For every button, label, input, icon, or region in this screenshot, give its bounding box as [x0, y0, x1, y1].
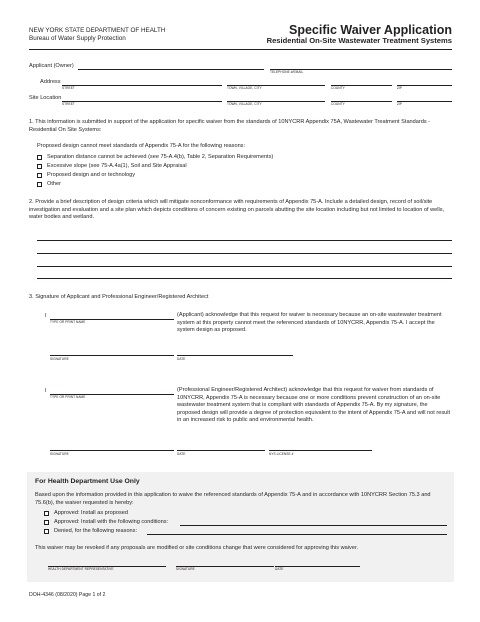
phone-email-label: TELEPHONE #/EMAIL	[270, 70, 304, 74]
checkbox-other[interactable]	[37, 182, 42, 187]
pe-name-label: TYPE OR PRINT NAME	[50, 395, 86, 399]
applicant-signature-field[interactable]	[50, 355, 174, 356]
site-street-label: STREET	[62, 102, 75, 106]
checkbox-approved[interactable]	[44, 511, 49, 516]
pe-license-label: NYS LICENSE #	[269, 452, 294, 456]
form-subtitle: Residential On-Site Wastewater Treatment Systems	[266, 36, 452, 45]
address-zip-field[interactable]	[397, 85, 452, 86]
applicant-i-mark: I	[45, 313, 47, 319]
bureau-name: Bureau of Water Supply Protection	[29, 35, 126, 42]
pe-signature-label: SIGNATURE	[50, 452, 69, 456]
site-zip-field[interactable]	[397, 101, 452, 102]
pe-date-field[interactable]	[177, 450, 265, 451]
description-line-3[interactable]	[37, 266, 452, 267]
pe-license-field[interactable]	[269, 450, 372, 451]
address-zip-label: ZIP	[397, 86, 403, 90]
description-line-2[interactable]	[37, 253, 452, 254]
rep-date-label: DATE	[275, 567, 284, 571]
conditions-field[interactable]	[180, 525, 447, 526]
address-street-label: STREET	[62, 86, 75, 90]
address-town-label: TOWN, VILLAGE, CITY	[227, 86, 262, 90]
agency-name: NEW YORK STATE DEPARTMENT OF HEALTH	[29, 27, 166, 34]
rep-name-label: HEALTH DEPARTMENT REPRESENTATIVE	[48, 567, 114, 571]
health-dept-heading: For Health Department Use Only	[35, 478, 140, 485]
option-slope: Excessive slope (see 75-A.4a(1), Soil and Site Appraisal	[47, 163, 187, 169]
address-street-field[interactable]	[62, 85, 222, 86]
rep-signature-label: SIGNATURE	[176, 567, 195, 571]
option-approved: Approved: Install as proposed	[54, 510, 129, 516]
checkbox-slope[interactable]	[37, 164, 42, 169]
address-label: Address	[40, 79, 61, 85]
description-line-1[interactable]	[37, 240, 452, 241]
rep-date-field[interactable]	[275, 566, 360, 567]
section3-heading: 3. Signature of Applicant and Professional Engineer/Registered Architect	[29, 294, 209, 300]
section1-text: 1. This information is submitted in support of the application for specific waiver from the standards of 10NYCRR Appendix 75A, Wastewater Treatment Standards - Residential On Site Systems:	[29, 119, 431, 133]
site-zip-label: ZIP	[397, 102, 403, 106]
applicant-name-label: TYPE OR PRINT NAME	[50, 320, 86, 324]
site-county-label: COUNTY	[331, 102, 345, 106]
section1-intro: Proposed design cannot meet standards of Appendix 75-A for the following reasons:	[37, 143, 246, 149]
pe-signature-field[interactable]	[50, 450, 174, 451]
checkbox-denied[interactable]	[44, 529, 49, 534]
description-line-4[interactable]	[37, 278, 452, 279]
site-street-field[interactable]	[62, 101, 222, 102]
form-footer-id: DOH-4346 (08/2020) Page 1 of 2	[29, 592, 106, 598]
revoke-note: This waiver may be revoked if any proposals are modified or site conditions change that were considered for approving this waiver.	[35, 545, 359, 551]
applicant-date-field[interactable]	[177, 355, 293, 356]
option-separation: Separation distance cannot be achieved (see 75-A.4(b), Table 2, Separation Requirements)	[47, 154, 274, 160]
site-town-label: TOWN, VILLAGE, CITY	[227, 102, 262, 106]
option-other: Other	[47, 181, 61, 187]
checkbox-separation[interactable]	[37, 155, 42, 160]
applicant-acknowledgement: (Applicant) acknowledge that this request for waiver is necessary because an on-site wastewater treatment system at this property cannot meet the referenced standards of 10NYCRR, Appendix 75-A. I accept the system design as proposed.	[177, 312, 442, 334]
applicant-owner-label: Applicant (Owner)	[29, 63, 74, 69]
applicant-owner-field[interactable]	[78, 69, 264, 70]
address-county-label: COUNTY	[331, 86, 345, 90]
site-location-label: Site Location	[29, 95, 62, 101]
pe-date-label: DATE	[177, 452, 186, 456]
option-design: Proposed design and or technology	[47, 172, 136, 178]
pe-acknowledgement: (Professional Engineer/Registered Architect) acknowledge that this request for waiver from standards of 10NYCRR, Appendix 75-A is necessary because one or more conditions prevent construction of an on-site wastewater treatment system that is compliant with standards of Appendix 75-A. By my signature, the proposed design will provide a degree of protection equivalent to the intent of Appendix 75-A and will not result in an increased risk to public and environmental health.	[177, 387, 451, 424]
applicant-date-label: DATE	[177, 357, 186, 361]
health-dept-intro: Based upon the information provided in this application to waive the referenced standards of Appendix 75-A and in accordance with 10NYCRR Section 75.3 and 75.6(b), the waiver requested is hereby:	[35, 492, 431, 506]
section2-text: 2. Provide a brief description of design criteria which will mitigate nonconformance with requirements of Appendix 75-A. Include a detailed design, record of soil/site investigation and evaluation and a site plan which depicts conditions of concern existing on parcels abutting the site location including but not limited to location of wells, water bodies and wetland.	[29, 199, 445, 221]
form-title: Specific Waiver Application	[288, 23, 452, 37]
checkbox-design[interactable]	[37, 173, 42, 178]
checkbox-approved-conditions[interactable]	[44, 520, 49, 525]
denied-reasons-field[interactable]	[147, 534, 447, 535]
header-divider	[29, 49, 452, 50]
option-approved-conditions: Approved: Install with the following conditions:	[54, 519, 169, 525]
option-denied: Denied, for the following reasons:	[54, 528, 138, 534]
applicant-signature-label: SIGNATURE	[50, 357, 69, 361]
pe-i-mark: I	[45, 388, 47, 394]
